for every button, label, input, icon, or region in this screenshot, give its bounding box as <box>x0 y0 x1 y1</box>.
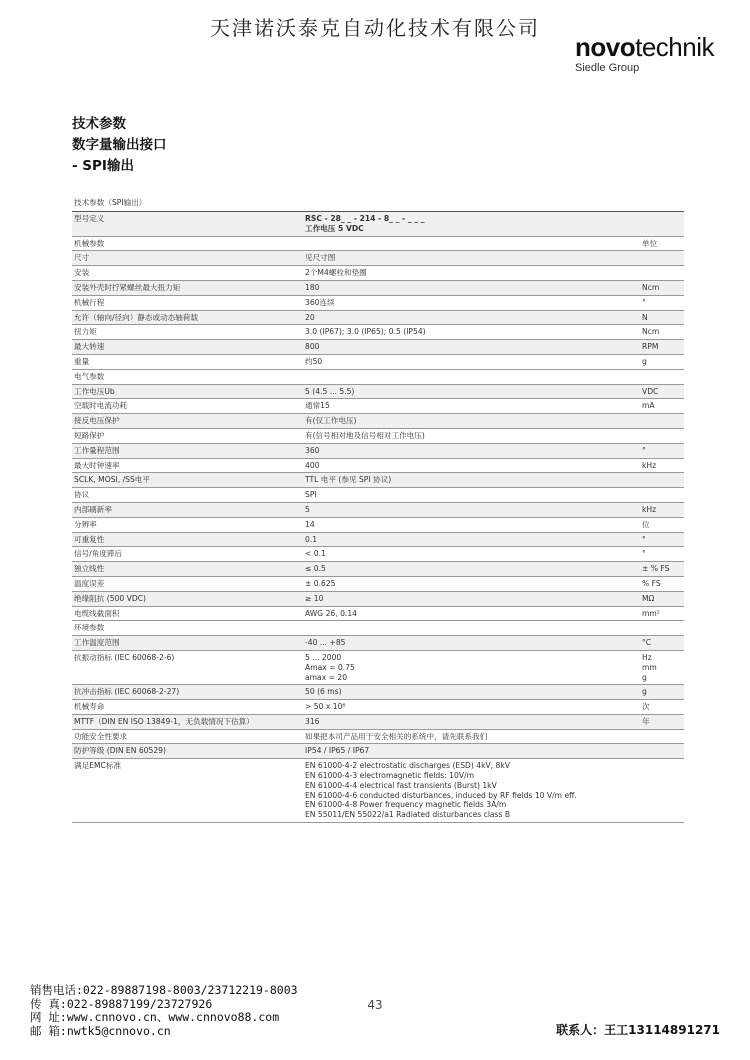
spec-parameter <box>72 685 303 699</box>
spec-unit-line: mm <box>642 662 657 672</box>
spec-unit <box>640 715 684 729</box>
spec-value <box>303 503 640 517</box>
spec-parameter-label: 最大转速 <box>74 342 105 352</box>
spec-row <box>72 281 684 296</box>
spec-parameter-label: 短路保护 <box>74 430 105 440</box>
spec-value <box>303 473 640 487</box>
spec-row <box>72 744 684 759</box>
spec-value-line: RSC - 28_ _ - 214 - 8_ _ - _ _ _ <box>305 214 425 223</box>
spec-parameter <box>72 355 303 369</box>
spec-value <box>303 266 640 280</box>
spec-parameter <box>72 621 303 635</box>
spec-value-line: ≤ 0.5 <box>305 564 326 574</box>
spec-parameter-label: 允许（轴向/径向）静态或动态轴荷载 <box>74 312 199 322</box>
spec-value <box>303 651 640 684</box>
spec-table <box>72 196 684 823</box>
spec-value <box>303 685 640 699</box>
spec-parameter-label: 功能安全性要求 <box>74 731 128 741</box>
spec-parameter-label: 可重复性 <box>74 534 105 544</box>
spec-value <box>303 759 640 822</box>
spec-unit <box>640 251 684 265</box>
spec-unit <box>640 700 684 714</box>
spec-value-line: 316 <box>305 716 320 726</box>
spec-value-line: 360 <box>305 445 320 455</box>
spec-parameter-label: 防护等级 (DIN EN 60529) <box>74 746 166 756</box>
spec-value-line: SPI <box>305 490 317 500</box>
spec-row <box>72 444 684 459</box>
spec-value <box>303 592 640 606</box>
spec-unit <box>640 444 684 458</box>
spec-value <box>303 562 640 576</box>
spec-parameter <box>72 744 303 758</box>
spec-value-line: 5 (4.5 ... 5.5) <box>305 386 355 396</box>
spec-parameter-label: 电缆线截面积 <box>74 608 120 618</box>
spec-parameter <box>72 281 303 295</box>
spec-unit <box>640 730 684 744</box>
spec-parameter <box>72 547 303 561</box>
spec-value <box>303 251 640 265</box>
spec-unit <box>640 296 684 310</box>
spec-parameter-label: 重量 <box>74 356 90 366</box>
spec-unit <box>640 503 684 517</box>
spec-row <box>72 340 684 355</box>
spec-parameter <box>72 429 303 443</box>
spec-parameter-label: 信号/角度滞后 <box>74 549 123 559</box>
spec-row <box>72 685 684 700</box>
spec-unit <box>640 414 684 428</box>
spec-value <box>303 488 640 502</box>
spec-unit <box>640 473 684 487</box>
spec-parameter-label: 安装外壳时拧紧螺丝最大扭力矩 <box>74 282 181 292</box>
spec-value-line: 5 ... 2000 <box>305 652 342 662</box>
spec-value-line: 约50 <box>305 356 323 366</box>
spec-parameter-label: 分辨率 <box>74 519 97 529</box>
spec-unit <box>640 355 684 369</box>
spec-value-line: ≥ 10 <box>305 593 324 603</box>
spec-unit <box>640 651 684 684</box>
spec-value <box>303 281 640 295</box>
spec-parameter <box>72 325 303 339</box>
spec-parameter-label: 抗冲击指标 (IEC 60068-2-27) <box>74 687 180 697</box>
spec-value-line: < 0.1 <box>305 549 326 559</box>
spec-row <box>72 715 684 730</box>
spec-parameter <box>72 592 303 606</box>
spec-unit-line: Ncm <box>642 282 660 292</box>
spec-value-line: EN 61000-4-4 electrical fast transients (Burst) 1kV <box>305 780 497 790</box>
spec-value <box>303 311 640 325</box>
spec-row <box>72 488 684 503</box>
spec-value-line: AWG 26, 0.14 <box>305 608 357 618</box>
spec-value-line: 20 <box>305 312 315 322</box>
spec-parameter <box>72 340 303 354</box>
spec-row <box>72 651 684 685</box>
spec-value-line: 5 <box>305 504 310 514</box>
spec-row <box>72 266 684 281</box>
spec-unit <box>640 744 684 758</box>
spec-value <box>303 385 640 399</box>
spec-parameter-label: MTTF（DIN EN ISO 13849-1，无负载情况下估算） <box>74 716 254 726</box>
spec-unit <box>640 759 684 822</box>
spec-unit-line: Ncm <box>642 327 660 337</box>
spec-unit <box>640 592 684 606</box>
spec-parameter <box>72 414 303 428</box>
spec-value <box>303 399 640 413</box>
spec-value <box>303 636 640 650</box>
spec-row <box>72 237 684 252</box>
spec-parameter <box>72 459 303 473</box>
spec-value <box>303 370 640 384</box>
spec-value <box>303 459 640 473</box>
sales-phone: 销售电话:022-89887198-8003/23712219-8003 <box>30 983 298 997</box>
spec-parameter <box>72 296 303 310</box>
spec-unit <box>640 266 684 280</box>
spec-parameter-label: 空载时电流功耗 <box>74 401 128 411</box>
spec-value-line: 3.0 (IP67); 3.0 (IP65); 0.5 (IP54) <box>305 327 426 337</box>
spec-unit-line: N <box>642 312 648 322</box>
spec-value <box>303 296 640 310</box>
spec-row <box>72 473 684 488</box>
spec-parameter-label: 环境参数 <box>74 623 105 633</box>
spec-row <box>72 518 684 533</box>
spec-unit-line: 次 <box>642 702 650 712</box>
spec-value-line: 工作电压 5 VDC <box>305 223 364 233</box>
spec-unit-line: 单位 <box>642 238 658 248</box>
spec-value <box>303 429 640 443</box>
spec-row <box>72 459 684 474</box>
spec-row <box>72 621 684 636</box>
spec-value-line: amax = 20 <box>305 672 348 682</box>
spec-value-line: 有(仅工作电压) <box>305 416 357 426</box>
spec-value-line: 通常15 <box>305 401 330 411</box>
spec-value-line: IP54 / IP65 / IP67 <box>305 746 370 756</box>
spec-parameter <box>72 237 303 251</box>
spec-unit <box>640 325 684 339</box>
spec-unit-line: 年 <box>642 716 650 726</box>
spec-parameter-label: 工作量程范围 <box>74 445 120 455</box>
spec-unit <box>640 685 684 699</box>
spec-parameter <box>72 518 303 532</box>
spec-value <box>303 444 640 458</box>
spec-value <box>303 355 640 369</box>
title-line-3: - SPI输出 <box>72 158 134 174</box>
spec-value <box>303 577 640 591</box>
spec-value <box>303 518 640 532</box>
spec-unit-line: ° <box>642 445 646 455</box>
spec-unit <box>640 621 684 635</box>
spec-value-line: EN 61000-4-8 Power frequency magnetic fields 3A/m <box>305 800 507 810</box>
spec-parameter <box>72 488 303 502</box>
spec-value-line: 见尺寸图 <box>305 253 336 263</box>
spec-parameter <box>72 385 303 399</box>
spec-unit <box>640 370 684 384</box>
website: 网 址:www.cnnovo.cn、www.cnnovo88.com <box>30 1010 280 1024</box>
spec-unit <box>640 636 684 650</box>
email: 邮 箱:nwtk5@cnnovo.cn <box>30 1023 171 1038</box>
spec-row <box>72 370 684 385</box>
spec-unit-line: g <box>642 687 647 697</box>
spec-parameter <box>72 533 303 547</box>
spec-value <box>303 715 640 729</box>
spec-value-line: -40 ... +85 <box>305 638 346 648</box>
title-line-1: 技术参数 <box>72 116 126 132</box>
spec-unit <box>640 607 684 621</box>
spec-row <box>72 700 684 715</box>
spec-value <box>303 621 640 635</box>
spec-value <box>303 533 640 547</box>
spec-parameter <box>72 266 303 280</box>
page-number: 43 <box>367 998 383 1012</box>
spec-row <box>72 212 684 237</box>
spec-value-line: 2个M4螺栓和垫圈 <box>305 268 367 278</box>
spec-parameter <box>72 444 303 458</box>
spec-parameter-label: 机械行程 <box>74 297 105 307</box>
spec-parameter <box>72 700 303 714</box>
spec-unit-line: VDC <box>642 386 659 396</box>
spec-parameter-label: 内部刷新率 <box>74 504 112 514</box>
spec-parameter <box>72 759 303 822</box>
spec-unit-line: ° <box>642 549 646 559</box>
spec-value <box>303 607 640 621</box>
spec-unit <box>640 311 684 325</box>
spec-row <box>72 399 684 414</box>
spec-unit-line: kHz <box>642 504 657 514</box>
logo-bold-text: novo <box>575 32 636 62</box>
spec-parameter-label: 扭力矩 <box>74 327 97 337</box>
fax-number: 传 真:022-89887199/23727926 <box>30 996 213 1011</box>
spec-parameter-label: 机械参数 <box>74 238 105 248</box>
spec-row <box>72 607 684 622</box>
spec-unit <box>640 547 684 561</box>
novotechnik-logo <box>575 33 714 74</box>
logo-subtitle: Siedle Group <box>575 62 640 74</box>
spec-unit-line: mA <box>642 401 655 411</box>
spec-unit-line: % FS <box>642 578 661 588</box>
spec-unit <box>640 212 684 236</box>
spec-parameter-label: 抗振动指标 (IEC 60068-2-6) <box>74 652 175 662</box>
spec-parameter-label: 温度误差 <box>74 578 105 588</box>
spec-parameter <box>72 473 303 487</box>
spec-unit <box>640 533 684 547</box>
spec-row <box>72 592 684 607</box>
spec-value-line: EN 61000-4-6 conducted disturbances, induced by RF fields 10 V/m eff. <box>305 790 577 800</box>
spec-value-line: EN 61000-4-3 electromagnetic fields: 10V/m <box>305 771 474 781</box>
spec-row <box>72 636 684 651</box>
spec-value <box>303 744 640 758</box>
spec-value <box>303 237 640 251</box>
spec-value-line: > 50 x 10⁶ <box>305 702 346 712</box>
spec-row <box>72 533 684 548</box>
spec-parameter-label: 满足EMC标准 <box>74 761 122 771</box>
spec-unit <box>640 562 684 576</box>
spec-parameter-label: 工作电压Ub <box>74 386 115 396</box>
spec-unit <box>640 577 684 591</box>
spec-value <box>303 340 640 354</box>
spec-row <box>72 429 684 444</box>
spec-table-body <box>72 212 684 823</box>
spec-parameter <box>72 562 303 576</box>
spec-unit <box>640 385 684 399</box>
spec-row <box>72 311 684 326</box>
title-line-2: 数字量输出接口 <box>72 137 167 153</box>
spec-parameter <box>72 399 303 413</box>
spec-value-line: 50 (6 ms) <box>305 687 342 697</box>
spec-parameter-label: 电气参数 <box>74 371 105 381</box>
spec-parameter <box>72 730 303 744</box>
spec-parameter <box>72 503 303 517</box>
spec-unit-line: g <box>642 356 647 366</box>
spec-unit-line: g <box>642 672 647 682</box>
spec-value-line: TTL 电平 (参见 SPI 协议) <box>305 475 392 485</box>
spec-row <box>72 414 684 429</box>
spec-value-line: 800 <box>305 342 320 352</box>
spec-row <box>72 547 684 562</box>
spec-unit <box>640 518 684 532</box>
spec-value-line: 14 <box>305 519 315 529</box>
spec-unit <box>640 237 684 251</box>
spec-table-caption: 技术参数（SPI输出） <box>72 196 684 212</box>
spec-parameter <box>72 251 303 265</box>
spec-unit <box>640 429 684 443</box>
spec-value-line: Amax = 0.75 <box>305 662 355 672</box>
spec-unit-line: ± % FS <box>642 564 670 574</box>
spec-row <box>72 503 684 518</box>
spec-parameter-label: 绝缘阻抗 (500 VDC) <box>74 593 146 603</box>
spec-unit <box>640 399 684 413</box>
spec-value <box>303 730 640 744</box>
contact-person: 联系人：王工13114891271 <box>556 1023 720 1037</box>
spec-parameter <box>72 607 303 621</box>
spec-unit-line: kHz <box>642 460 657 470</box>
spec-unit-line: ° <box>642 534 646 544</box>
logo-regular-text: technik <box>635 32 714 62</box>
spec-unit-line: MΩ <box>642 593 655 603</box>
spec-unit <box>640 340 684 354</box>
spec-parameter-label: 协议 <box>74 490 90 500</box>
spec-value-line: 180 <box>305 282 320 292</box>
section-titles <box>72 114 167 177</box>
spec-row <box>72 730 684 745</box>
spec-parameter <box>72 715 303 729</box>
spec-parameter-label: 工作温度范围 <box>74 638 120 648</box>
company-name: 天津诺沃泰克自动化技术有限公司 <box>210 16 540 40</box>
spec-value-line: 如果把本司产品用于安全相关的系统中，请先联系我们 <box>305 731 488 741</box>
spec-value-line: EN 55011/EN 55022/a1 Radiated disturbances class B <box>305 810 511 820</box>
spec-value-line: ± 0.625 <box>305 578 336 588</box>
spec-unit <box>640 459 684 473</box>
spec-parameter-label: 尺寸 <box>74 253 90 263</box>
spec-parameter-label: 安装 <box>74 268 90 278</box>
spec-parameter <box>72 577 303 591</box>
spec-value <box>303 325 640 339</box>
spec-unit-line: mm² <box>642 608 660 618</box>
spec-value-line: 有(信号相对地及信号相对工作电压) <box>305 430 425 440</box>
spec-row <box>72 562 684 577</box>
spec-row <box>72 385 684 400</box>
spec-parameter <box>72 370 303 384</box>
spec-parameter <box>72 651 303 684</box>
spec-unit-line: 位 <box>642 519 650 529</box>
spec-unit <box>640 488 684 502</box>
spec-row <box>72 355 684 370</box>
spec-value <box>303 414 640 428</box>
spec-unit-line: Hz <box>642 652 652 662</box>
spec-unit-line: °C <box>642 638 652 648</box>
spec-parameter <box>72 636 303 650</box>
spec-parameter-label: 独立线性 <box>74 564 105 574</box>
spec-unit <box>640 281 684 295</box>
spec-parameter <box>72 311 303 325</box>
spec-parameter-label: 接反电压保护 <box>74 416 120 426</box>
spec-value <box>303 547 640 561</box>
spec-row <box>72 325 684 340</box>
spec-parameter-label: 型号定义 <box>74 214 105 223</box>
spec-value-line: 400 <box>305 460 320 470</box>
spec-parameter <box>72 212 303 236</box>
spec-row <box>72 759 684 823</box>
spec-unit-line: RPM <box>642 342 659 352</box>
spec-parameter-label: 机械寿命 <box>74 702 105 712</box>
spec-value-line: 0.1 <box>305 534 318 544</box>
spec-row <box>72 577 684 592</box>
spec-parameter-label: 最大时钟速率 <box>74 460 120 470</box>
spec-row <box>72 251 684 266</box>
spec-value-line: EN 61000-4-2 electrostatic discharges (ESD) 4kV, 8kV <box>305 761 510 771</box>
spec-value <box>303 212 640 236</box>
spec-unit-line: ° <box>642 297 646 307</box>
spec-row <box>72 296 684 311</box>
spec-parameter-label: SCLK, MOSI, /SS电平 <box>74 475 150 485</box>
spec-value <box>303 700 640 714</box>
spec-value-line: 360连续 <box>305 297 335 307</box>
